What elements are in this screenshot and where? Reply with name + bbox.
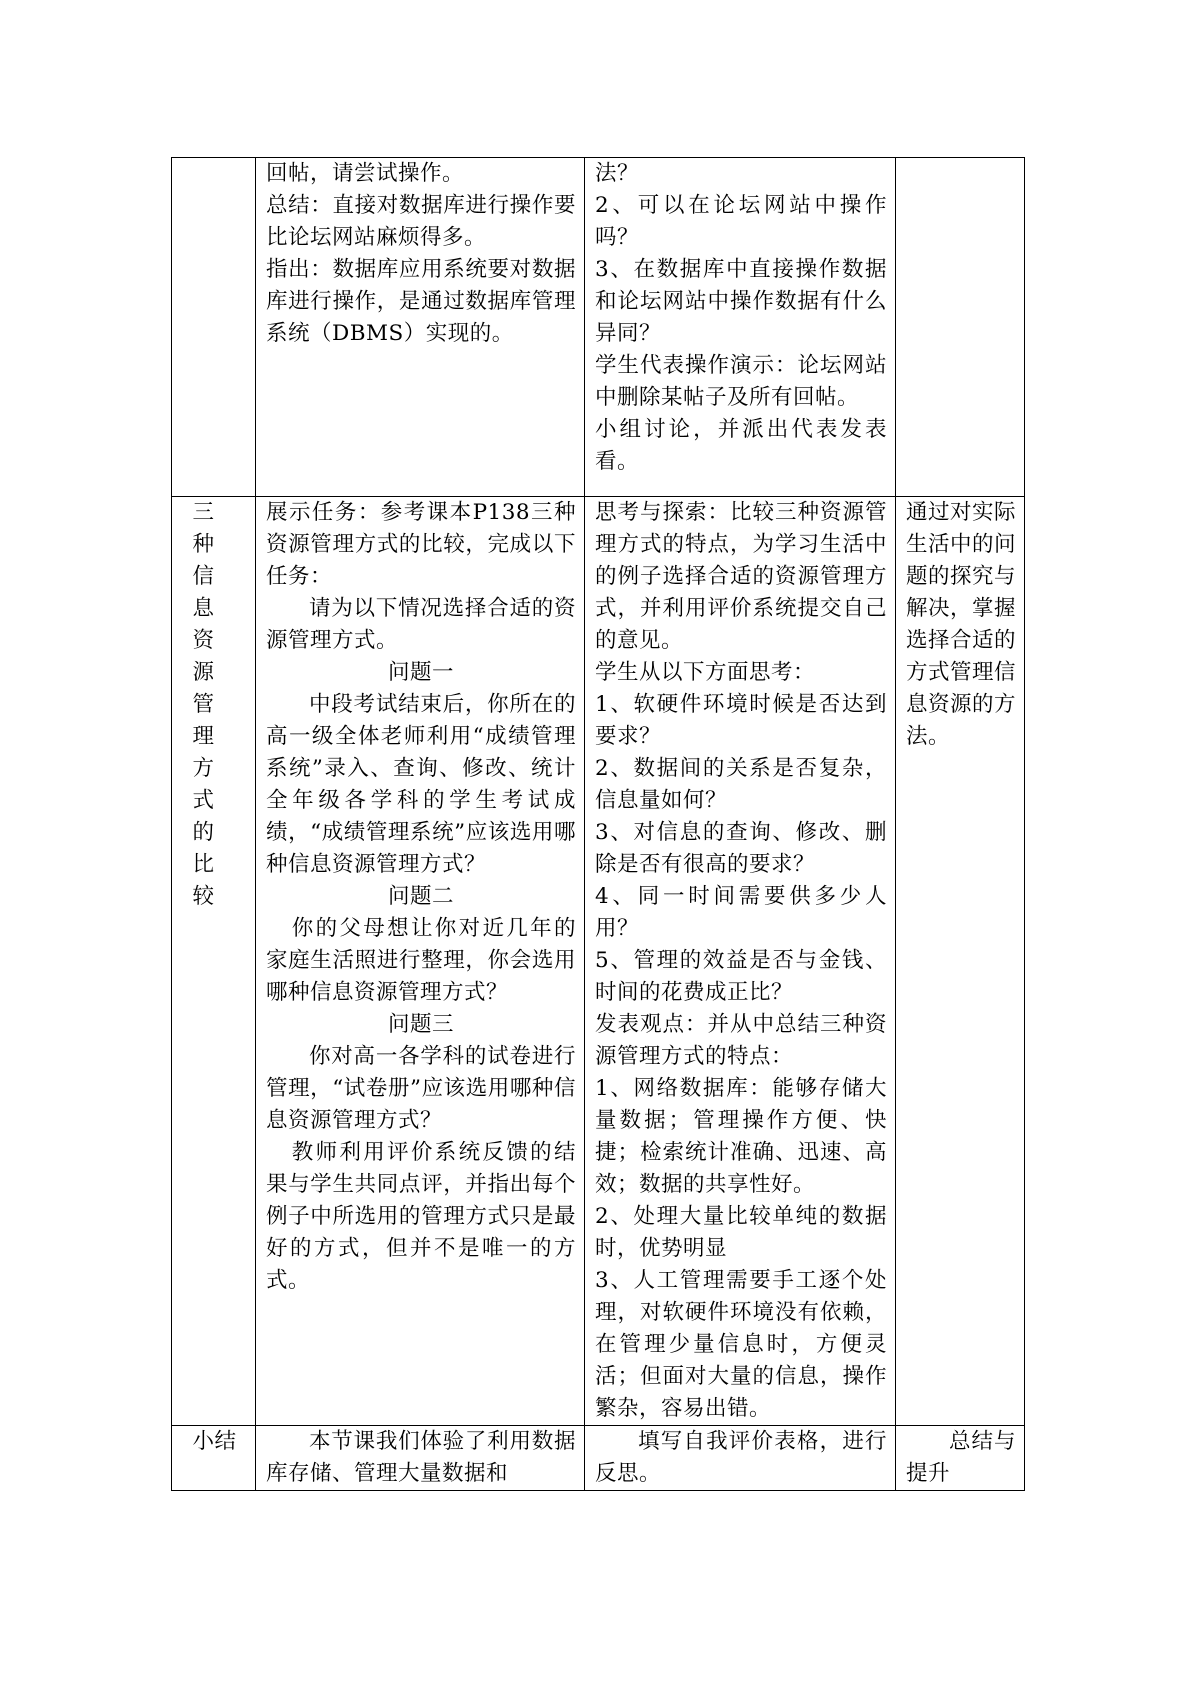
student-activity-cell — [585, 1426, 896, 1491]
teacher-activity-cell — [256, 497, 585, 1426]
paragraph: 回帖，请尝试操作。 — [266, 161, 465, 186]
stage-cell — [172, 158, 256, 497]
design-intent-cell — [896, 497, 1025, 1426]
question-title: 问题一 — [387, 660, 454, 685]
paragraph: 展示任务：参考课本P138三种资源管理方式的比较，完成以下任务： — [266, 500, 576, 589]
paragraph: 2、数据间的关系是否复杂，信息量如何？ — [595, 756, 887, 813]
paragraph: 思考与探索：比较三种资源管理方式的特点，为学习生活中的例子选择合适的资源管理方式，并利用评价系统提交自己的意见。 — [595, 500, 887, 653]
paragraph: 3、在数据库中直接操作数据和论坛网站中操作数据有什么异同？ — [595, 257, 887, 346]
paragraph: 法？ — [595, 161, 640, 186]
stage-cell — [172, 1426, 256, 1491]
paragraph: 1、软硬件环境时候是否达到要求？ — [595, 692, 887, 749]
stage-label: 三种信息资源管理方式的比较 — [192, 500, 215, 909]
question-title: 问题二 — [387, 884, 454, 909]
table-row — [172, 497, 1025, 1426]
student-activity-cell — [585, 497, 896, 1426]
paragraph: 教师利用评价系统反馈的结果与学生共同点评，并指出每个例子中所选用的管理方式只是最好的方式，但并不是唯一的方式。 — [266, 1140, 576, 1293]
paragraph: 1、网络数据库：能够存储大量数据；管理操作方便、快捷；检索统计准确、迅速、高效；数据的共享性好。 — [595, 1076, 887, 1197]
paragraph: 填写自我评价表格，进行反思。 — [595, 1429, 887, 1486]
paragraph: 你的父母想让你对近几年的家庭生活照进行整理，你会选用哪种信息资源管理方式？ — [266, 916, 576, 1005]
paragraph: 本节课我们体验了利用数据库存储、管理大量数据和 — [266, 1429, 576, 1486]
paragraph: 小组讨论，并派出代表发表看。 — [595, 417, 887, 474]
paragraph: 学生从以下方面思考： — [595, 660, 816, 685]
table-row — [172, 1426, 1025, 1491]
stage-cell — [172, 497, 256, 1426]
paragraph: 指出：数据库应用系统要对数据库进行操作，是通过数据库管理系统（DBMS）实现的。 — [266, 257, 576, 346]
paragraph: 你对高一各学科的试卷进行管理，“试卷册”应该选用哪种信息资源管理方式？ — [266, 1044, 576, 1133]
paragraph: 学生代表操作演示：论坛网站中删除某帖子及所有回帖。 — [595, 353, 887, 410]
table-row — [172, 158, 1025, 497]
design-intent-cell — [896, 158, 1025, 497]
paragraph: 通过对实际生活中的问题的探究与解决，掌握选择合适的方式管理信息资源的方法。 — [906, 500, 1017, 749]
paragraph: 3、对信息的查询、修改、删除是否有很高的要求？ — [595, 820, 887, 877]
paragraph: 3、人工管理需要手工逐个处理，对软硬件环境没有依赖，在管理少量信息时，方便灵活；但面对大量的信息，操作繁杂，容易出错。 — [595, 1268, 887, 1421]
paragraph: 总结：直接对数据库进行操作要比论坛网站麻烦得多。 — [266, 193, 576, 250]
paragraph: 发表观点：并从中总结三种资源管理方式的特点： — [595, 1012, 887, 1069]
paragraph: 中段考试结束后，你所在的高一级全体老师利用“成绩管理系统”录入、查询、修改、统计全年级各学科的学生考试成绩，“成绩管理系统”应该选用哪种信息资源管理方式？ — [266, 692, 576, 877]
teacher-activity-cell — [256, 1426, 585, 1491]
paragraph: 4、同一时间需要供多少人用？ — [595, 884, 887, 941]
paragraph: 2、可以在论坛网站中操作吗？ — [595, 193, 887, 250]
lesson-plan-table — [171, 157, 1025, 1491]
teacher-activity-cell — [256, 158, 585, 497]
question-title: 问题三 — [387, 1012, 454, 1037]
paragraph: 总结与提升 — [906, 1429, 1016, 1486]
paragraph: 2、处理大量比较单纯的数据时，优势明显 — [595, 1204, 887, 1261]
stage-label: 小结 — [192, 1429, 237, 1454]
paragraph: 请为以下情况选择合适的资源管理方式。 — [266, 596, 576, 653]
paragraph: 5、管理的效益是否与金钱、时间的花费成正比？ — [595, 948, 887, 1005]
design-intent-cell — [896, 1426, 1025, 1491]
student-activity-cell — [585, 158, 896, 497]
